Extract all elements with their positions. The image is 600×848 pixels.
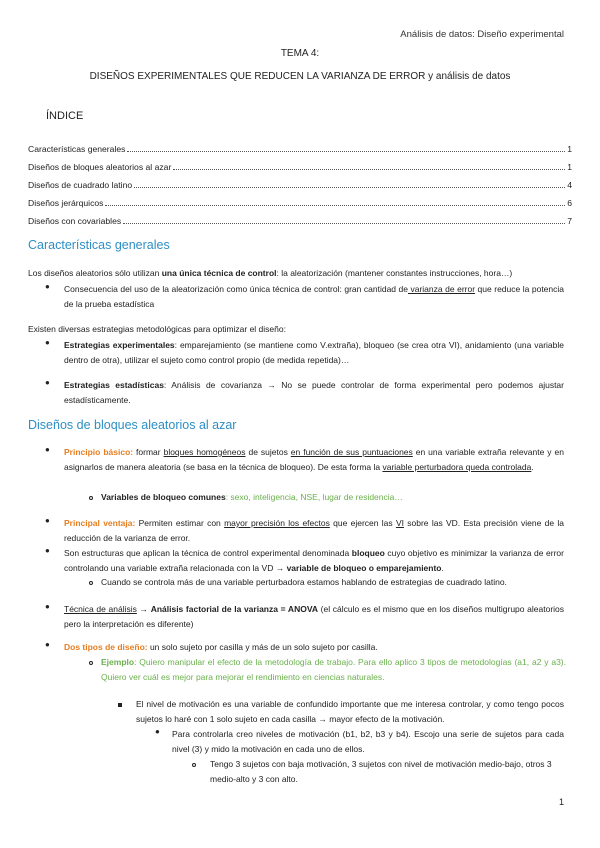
text: en una variable extraña relevante y en asignarlos de manera aleatoria (se basa en la técnica de bloqueo). De esta forma la	[64, 447, 564, 472]
index-heading: ÍNDICE	[46, 110, 84, 122]
toc-page: 6	[567, 198, 572, 208]
text-bold: Análisis factorial de la varianza = ANOVA	[150, 604, 318, 614]
sub-bullet-text: Tengo 3 sujetos con baja motivación, 3 sujetos con nivel de motivación medio-bajo, otros 3 medio-alto y 3 con alto.	[210, 759, 552, 784]
toc-leader	[173, 168, 565, 170]
toc-page: 7	[567, 216, 572, 226]
toc-entry[interactable]	[28, 162, 572, 180]
topic-title: DISEÑOS EXPERIMENTALES QUE REDUCEN LA VARIANZA DE ERROR y análisis de datos	[89, 71, 511, 82]
text: formar	[133, 447, 164, 457]
text-underlined: varianza de error	[407, 284, 476, 294]
bullet-dot: ●	[45, 282, 50, 291]
toc-label: Diseños jerárquicos	[28, 198, 104, 208]
toc-entry[interactable]	[28, 180, 572, 198]
text: Son estructuras que aplican la técnica de control experimental denominada	[64, 548, 352, 558]
sub-bullet-text: Para controlarla creo niveles de motivación (b1, b2, b3 y b4). Escojo una serie de sujetos para cada nivel (3) y mido la motivación en cada uno de ellos.	[172, 729, 564, 754]
toc-page: 1	[567, 162, 572, 172]
text-bold: una única técnica de control	[161, 268, 277, 278]
sub-bullet-text: El nivel de motivación es una variable de confundido importante que me interesa controlar, y como tengo pocos sujetos lo haré con 1 solo sujeto en cada casilla → mayor efecto de la motivación.	[136, 699, 564, 724]
text-underlined: mayor precisión los efectos	[224, 518, 330, 528]
toc-leader	[105, 204, 565, 206]
text-orange: Principal ventaja:	[64, 518, 136, 528]
text: Permiten estimar con	[135, 518, 225, 528]
sub-bullet-circle	[192, 763, 196, 767]
bullet-dot: ●	[45, 640, 50, 649]
sub-bullet-text: Cuando se controla más de una variable perturbadora estamos hablando de estrategias de cuadrado latino.	[101, 577, 507, 587]
text: Los diseños aleatorios sólo utilizan	[28, 268, 162, 278]
toc-leader	[127, 150, 565, 152]
page-number: 1	[558, 797, 564, 807]
bullet-text	[64, 640, 564, 655]
sub-bullet-text	[101, 490, 566, 505]
section-heading-bloques: Diseños de bloques aleatorios al azar	[28, 418, 237, 432]
sub-bullet-circle	[89, 661, 93, 665]
bullet-text	[64, 516, 564, 546]
text-underlined: VI	[395, 518, 404, 528]
text-orange: Principio básico:	[64, 447, 134, 457]
text-bold: bloqueo	[351, 548, 385, 558]
bullet-dot: ●	[45, 378, 50, 387]
text: : Análisis de covarianza → No se puede controlar de forma experimental pero podemos ajustar estadísticamente.	[64, 380, 564, 405]
text-underlined: en función de sus puntuaciones	[290, 447, 413, 457]
text: →	[136, 604, 151, 614]
text-orange: Dos tipos de diseño:	[64, 642, 148, 652]
text-underlined: variable perturbadora queda controlada	[382, 462, 532, 472]
bullet-dot: ●	[45, 445, 50, 454]
text: que ejercen las	[329, 518, 396, 528]
text: Consecuencia del uso de la aleatorización como única técnica de control: gran cantidad de	[64, 284, 408, 294]
text-bold: variable de bloqueo o emparejamiento	[286, 563, 442, 573]
sub-bullet-circle	[89, 496, 93, 500]
toc-entry[interactable]	[28, 144, 572, 162]
text-underlined: bloques homogéneos	[163, 447, 246, 457]
bullet-text	[64, 282, 564, 312]
bullet-dot: ●	[45, 516, 50, 525]
toc-label: Diseños con covariables	[28, 216, 122, 226]
toc-page: 4	[567, 180, 572, 190]
text-green: : Quiero manipular el efecto de la metodología de trabajo. Para ello aplico 3 tipos de metodologías (a1, a2 y a3). Quiero ver cuál es mejor para mejorar el rendimiento en ciencias naturales.	[101, 657, 566, 682]
toc-entry[interactable]	[28, 216, 572, 234]
text: (el cálculo es el mismo que en los diseños multigrupo aleatorios pero la interpretación es diferente)	[64, 604, 565, 629]
topic-number: TEMA 4:	[280, 48, 320, 59]
toc-label: Diseños de cuadrado latino	[28, 180, 133, 190]
paragraph: Existen diversas estrategias metodológicas para optimizar el diseño:	[28, 324, 286, 334]
bullet-dot: ●	[155, 727, 160, 736]
toc-leader	[123, 222, 565, 224]
sub-bullet-square	[118, 703, 122, 707]
toc-label: Características generales	[28, 144, 126, 154]
table-of-contents	[28, 144, 572, 234]
sub-bullet-text	[101, 655, 566, 685]
sub-bullet-circle	[89, 581, 93, 585]
bullet-dot: ●	[45, 546, 50, 555]
text: : la aleatorización (mantener constantes instrucciones, hora…)	[276, 268, 513, 278]
bullet-text	[64, 338, 564, 368]
bullet-dot: ●	[45, 602, 50, 611]
text: : emparejamiento (se mantiene como V.extraña), bloqueo (se crea otra VI), anidamiento (una variable dentro de otra), utilizar el sujeto como control propio (de medida repetida)…	[64, 340, 564, 365]
section-heading-caracteristicas: Características generales	[28, 238, 170, 252]
bullet-dot: ●	[45, 338, 50, 347]
text-bold: Estrategias experimentales	[64, 340, 175, 350]
text-bold: Estrategias estadísticas	[64, 380, 164, 390]
text: sobre las VD. Esta precisión viene de la reducción de la varianza de error.	[64, 518, 565, 543]
text: de sujetos	[245, 447, 291, 457]
text-green: : sexo, inteligencia, NSE, lugar de residencia…	[225, 492, 403, 502]
bullet-text	[64, 445, 564, 475]
toc-entry[interactable]	[28, 198, 572, 216]
text-green-bold: Ejemplo	[101, 657, 135, 667]
bullet-text	[64, 602, 564, 632]
text: .	[441, 563, 444, 573]
paragraph	[28, 266, 572, 281]
text: un solo sujeto por casilla y más de un solo sujeto por casilla.	[147, 642, 378, 652]
text: .	[531, 462, 534, 472]
text-bold: Variables de bloqueo comunes	[101, 492, 226, 502]
bullet-text	[64, 378, 564, 408]
toc-label: Diseños de bloques aleatorios al azar	[28, 162, 172, 172]
toc-leader	[134, 186, 565, 188]
text: que reduce la potencia de la prueba estadística	[64, 284, 564, 309]
toc-page: 1	[567, 144, 572, 154]
text: cuyo objetivo es minimizar la varianza de error controlando una variable extraña relacionada con la VD →	[64, 548, 564, 573]
bullet-text	[64, 546, 564, 576]
running-header: Análisis de datos: Diseño experimental	[400, 29, 564, 40]
text-underlined: Técnica de análisis	[64, 604, 137, 614]
